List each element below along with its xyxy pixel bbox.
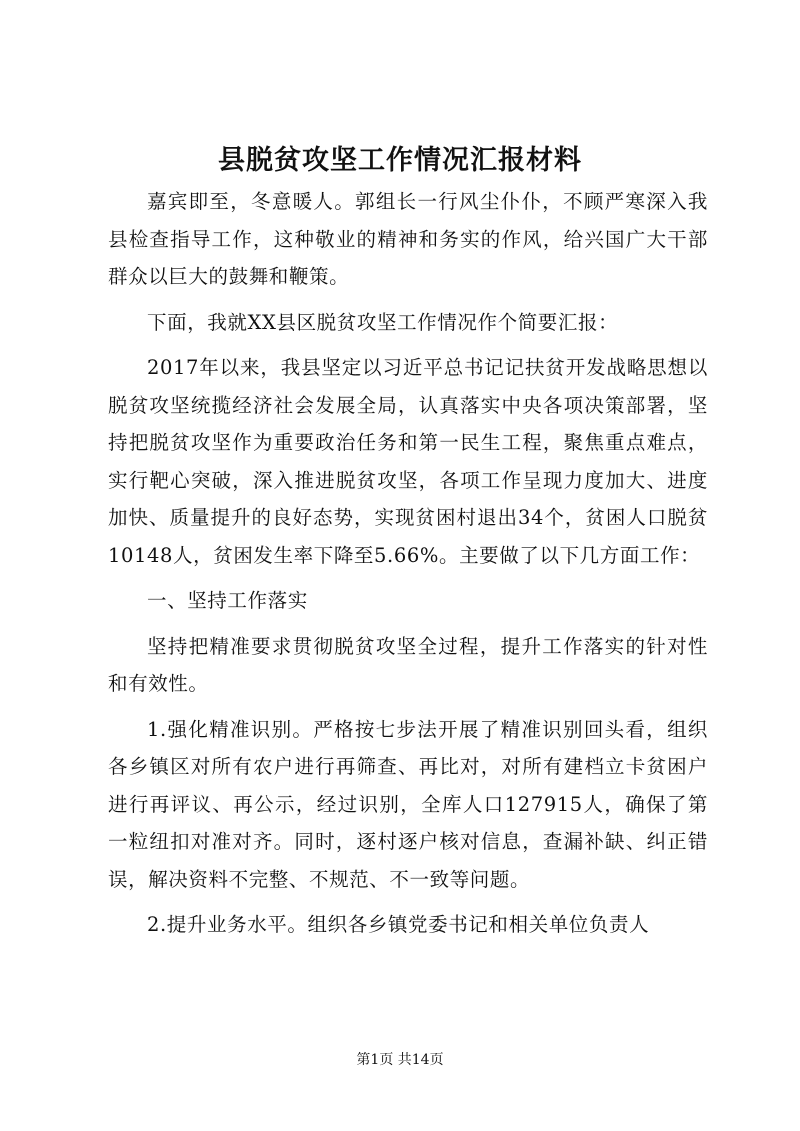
paragraph-item-2: 2.提升业务水平。组织各乡镇党委书记和相关单位负责人 [147,913,650,936]
paragraph-section-1-summary: 坚持把精准要求贯彻脱贫攻坚全过程，提升工作落实的针对性和有效性。 [108,634,708,695]
document-title: 县脱贫攻坚工作情况汇报材料 [218,145,582,176]
page-footer: 第1页 共14页 [356,1052,444,1068]
paragraph-item-1: 1.强化精准识别。严格按七步法开展了精准识别回头看，组织各乡镇区对所有农户进行再筛查、再比对，对所有建档立卡贫困户进行再评议、再公示，经过识别，全库人口127915人，确保了第一粒纽扣对准对齐。同时，逐村逐户核对信息，查漏补缺、纠正错误，解决资料不完整、不规范、不一致等问题。 [108,717,708,891]
paragraph-greeting: 嘉宾即至，冬意暖人。郭组长一行风尘仆仆，不顾严寒深入我县检查指导工作，这种敬业的精神和务实的作风，给兴国广大干部群众以巨大的鼓舞和鞭策。 [108,190,708,288]
document-body [108,183,708,952]
paragraph-intro: 下面，我就XX县区脱贫攻坚工作情况作个简要汇报： [147,310,619,334]
paragraph-overview: 2017年以来，我县坚定以习近平总书记记扶贫开发战略思想以脱贫攻坚统揽经济社会发展全局，认真落实中央各项决策部署，坚持把脱贫攻坚作为重要政治任务和第一民生工程，聚焦重点难点，实行靶心突破，深入推进脱贫攻坚，各项工作呈现力度加大、进度加快、质量提升的良好态势，实现贫困村退出34个，贫困人口脱贫10148人，贫困发生率下降至5.66%。主要做了以下几方面工作： [108,356,708,567]
section-heading-1: 一、坚持工作落实 [147,589,308,612]
